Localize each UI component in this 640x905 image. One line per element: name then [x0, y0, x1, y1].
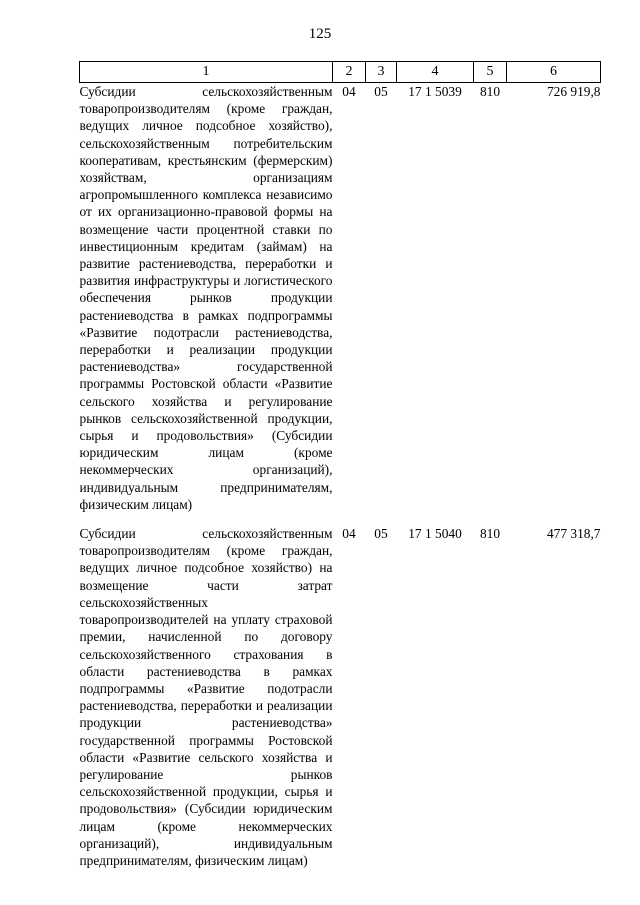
budget-table	[79, 61, 601, 869]
column-header-6: 6	[507, 62, 601, 83]
table-row	[80, 525, 601, 869]
row-subsection-code: 05	[374, 84, 388, 99]
row-amount: 726 919,8	[546, 84, 601, 99]
row-expense-type: 810	[479, 84, 501, 99]
row-subsection-code: 05	[374, 526, 388, 542]
row-section-code: 04	[342, 526, 356, 542]
column-header-5: 5	[474, 62, 507, 83]
row-target-article: 17 1 5040	[408, 526, 462, 542]
column-header-2: 2	[333, 62, 366, 83]
table-header-row	[80, 62, 601, 83]
row-description: Субсидии сельскохозяйственным товаропроизводителям (кроме граждан, ведущих личное подсобное хозяйство), сельскохозяйственным потребительским кооперативам, крестьянским (фермерским) хозяйствам, организациям агропромышленного комплекса независимо от их организационно-правовой формы на возмещение части процентной ставки по инвестиционным кредитам (займам) на развитие растениеводства, переработки и развития инфраструктуры и логистического обеспечения рынков продукции растениеводства в рамках подпрограммы «Развитие подотрасли растениеводства, переработки и реализации продукции растениеводства» государственной программы Ростовской области «Развитие сельского хозяйства и регулирование рынков сельскохозяйственной продукции, сырья и продовольствия» (Субсидии юридическим лицам (кроме некоммерческих организаций), индивидуальным предпринимателям, физическим лицам)	[79, 84, 333, 512]
table-row	[80, 83, 601, 514]
column-header-1: 1	[80, 62, 333, 83]
page-number: 125	[308, 26, 332, 42]
row-section-code: 04	[342, 84, 356, 99]
row-amount: 477 318,7	[546, 526, 601, 542]
row-spacer	[80, 513, 601, 525]
row-expense-type: 810	[479, 526, 501, 542]
column-header-4: 4	[397, 62, 474, 83]
row-target-article: 17 1 5039	[408, 84, 462, 99]
column-header-3: 3	[366, 62, 397, 83]
row-description: Субсидии сельскохозяйственным товаропроизводителям (кроме граждан, ведущих личное подсобное хозяйство) на возмещение части затрат сельскохозяйственных товаропроизводителей на уплату страховой премии, начисленной по договору сельскохозяйственного страхования в области растениеводства в рамках подпрограммы «Развитие подотрасли растениеводства, переработки и реализации продукции растениеводства» государственной программы Ростовской области «Развитие сельского хозяйства и регулирование рынков сельскохозяйственной продукции, сырья и продовольствия» (Субсидии юридическим лицам (кроме некоммерческих организаций), индивидуальным предпринимателям, физическим лицам)	[79, 526, 333, 868]
